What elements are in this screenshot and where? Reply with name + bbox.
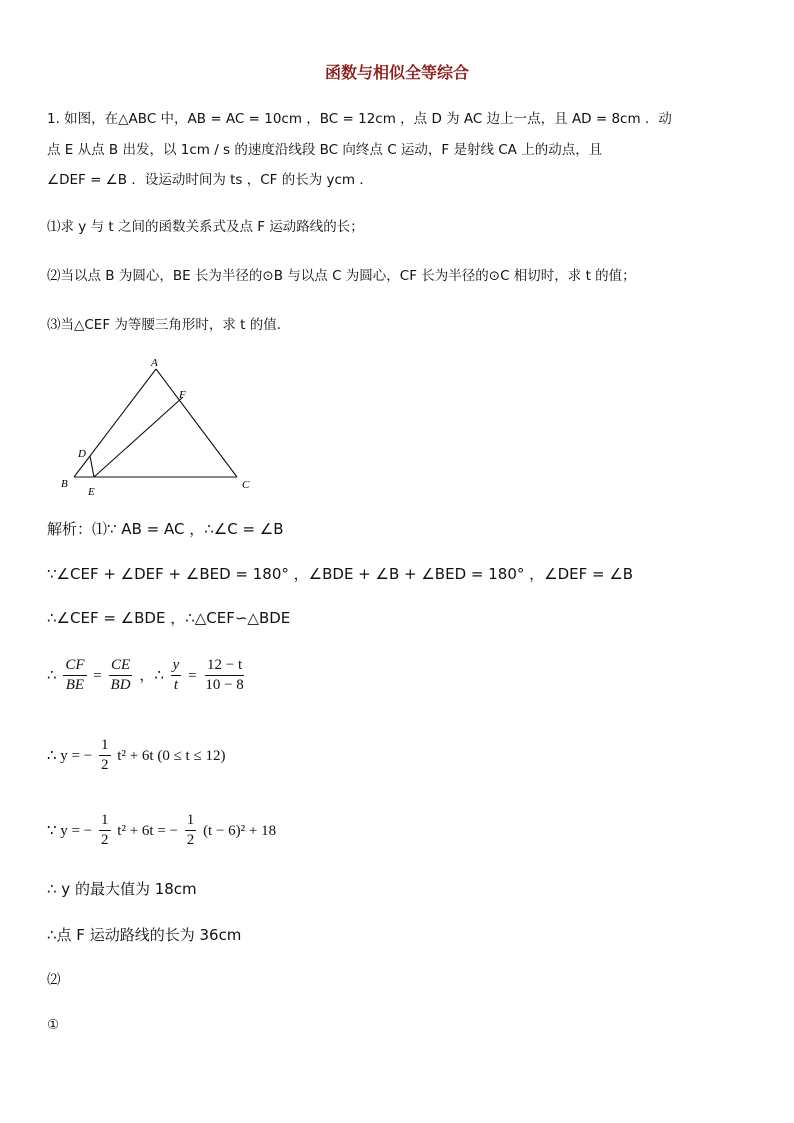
solution-line-7: ∴ y 的最大值为 18cm xyxy=(47,880,197,898)
problem-line-3: ∠DEF = ∠B ．设运动时间为 ts ，CF 的长为 ycm ． xyxy=(47,172,373,188)
triangle-figure xyxy=(55,355,265,500)
solution-case-1: ① xyxy=(47,1017,60,1033)
fraction-y-t: $\frac{y}{t}$ xyxy=(172,657,180,693)
label-c: C xyxy=(242,479,250,491)
label-a: A xyxy=(151,357,158,369)
question-2: ⑵当以点 B 为圆心，BE 长为半径的⊙B 与以点 C 为圆心，CF 长为半径的⊙C 相切时，求 t 的值； xyxy=(47,268,636,284)
solution-line-4: ∴ $\frac{CF}{BE}$ = $\frac{CE}{BD}$ ，∴ $\frac{y}{t}$ = $\frac{12 - t}{10 - 8}$ xyxy=(47,657,244,693)
problem-line-2: 点 E 从点 B 出发，以 1cm / s 的速度沿线段 BC 向终点 C 运动，F 是射线 CA 上的动点，且 xyxy=(47,142,603,158)
question-3: ⑶当△CEF 为等腰三角形时，求 t 的值． xyxy=(47,317,291,333)
solution-line-2: ∵∠CEF + ∠DEF + ∠BED = 180° ，∠BDE + ∠B + ∠BED = 180° ，∠DEF = ∠B xyxy=(47,565,634,583)
segment-de xyxy=(90,456,94,477)
fraction-half: $\frac{1}{2}$ xyxy=(186,812,195,848)
fraction-cf-be: $\frac{CF}{BE}$ xyxy=(65,657,85,693)
segment-ac xyxy=(156,369,237,477)
fraction-12-t: $\frac{12 - t}{10 - 8}$ xyxy=(205,657,244,693)
solution-part-2: ⑵ xyxy=(47,972,61,988)
solution-line-8: ∴点 F 运动路线的长为 36cm xyxy=(47,926,242,944)
therefore-symbol: ∴ xyxy=(47,666,57,684)
solution-line-1: 解析：⑴∵ AB = AC ，∴∠C = ∠B xyxy=(47,520,284,538)
label-f: F xyxy=(179,389,186,401)
solution-line-5: ∴ y = − $\frac{1}{2}$ t² + 6t (0 ≤ t ≤ 12) xyxy=(47,737,226,773)
fraction-half: $\frac{1}{2}$ xyxy=(101,737,109,773)
solution-line-3: ∴∠CEF = ∠BDE ，∴△CEF∽△BDE xyxy=(47,609,291,627)
fraction-ce-bd: $\frac{CE}{BD}$ xyxy=(110,657,131,693)
fraction-half: $\frac{1}{2}$ xyxy=(101,812,109,848)
problem-line-1: 1. 如图，在△ABC 中，AB = AC = 10cm ，BC = 12cm ，点 D 为 AC 边上一点，且 AD = 8cm ．动 xyxy=(47,111,672,127)
page-title: 函数与相似全等综合 xyxy=(324,63,469,82)
label-d: D xyxy=(78,448,86,460)
question-1: ⑴求 y 与 t 之间的函数关系式及点 F 运动路线的长； xyxy=(47,219,364,235)
label-e: E xyxy=(88,486,95,498)
label-b: B xyxy=(61,478,68,490)
solution-line-6: ∵ y = − $\frac{1}{2}$ t² + 6t = − $\frac{1}{2}$ (t − 6)² + 18 xyxy=(47,812,277,848)
segment-ab xyxy=(74,369,156,477)
segment-ef xyxy=(94,397,183,477)
